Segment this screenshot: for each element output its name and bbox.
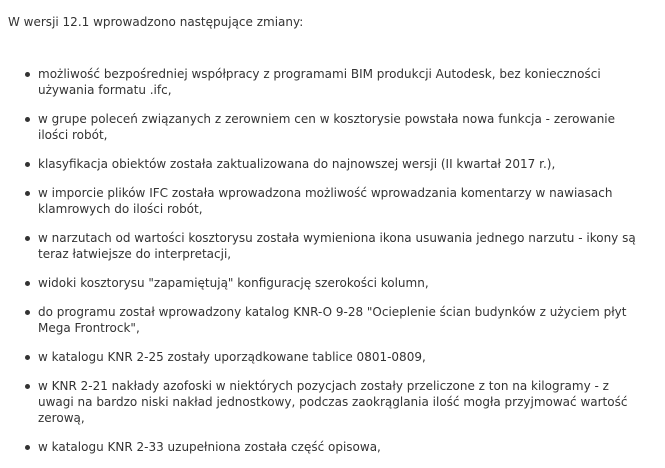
changes-list (0, 66, 665, 468)
list-item-text: w katalogu KNR 2-33 uzupełniona została część opisowa, (38, 440, 381, 454)
bullet-icon (25, 162, 30, 167)
list-item-text: w grupe poleceń związanych z zerowniem cen w kosztorysie powstała nowa funkcja - zerowanie ilości robót, (38, 112, 616, 142)
bullet-icon (25, 355, 30, 360)
bullet-icon (25, 310, 30, 315)
list-item (0, 349, 665, 365)
list-item (0, 185, 665, 217)
list-item-text: widoki kosztorysu "zapamiętują" konfigurację szerokości kolumn, (38, 276, 429, 290)
list-item-text: klasyfikacja obiektów została zaktualizowana do najnowszej wersji (II kwartał 2017 r.), (38, 157, 556, 171)
list-item-text: w katalogu KNR 2-25 zostały uporządkowane tablice 0801-0809, (38, 350, 426, 364)
list-item (0, 230, 665, 262)
bullet-icon (25, 191, 30, 196)
list-item (0, 66, 665, 98)
list-item-text: w KNR 2-21 nakłady azofoski w niektórych pozycjach zostały przeliczone z ton na kilogramy - z uwagi na bardzo niski nakład jednostkowy, podczas zaokrąglania ilość mogła przyjmować wartość zerową, (38, 379, 628, 425)
list-item (0, 378, 665, 426)
list-item (0, 304, 665, 336)
list-item-text: w imporcie plików IFC została wprowadzona możliwość wprowadzania komentarzy w nawiasach klamrowych do ilości robót, (38, 186, 613, 216)
bullet-icon (25, 117, 30, 122)
bullet-icon (25, 236, 30, 241)
list-item-text: do programu został wprowadzony katalog KNR-O 9-28 "Ocieplenie ścian budynków z użyciem płyt Mega Frontrock", (38, 305, 627, 335)
list-item (0, 156, 665, 172)
list-item-text: możliwość bezpośredniej współpracy z programami BIM produkcji Autodesk, bez konieczności używania formatu .ifc, (38, 67, 601, 97)
list-item (0, 111, 665, 143)
list-item-text: w narzutach od wartości kosztorysu została wymieniona ikona usuwania jednego narzutu - ikony są teraz łatwiejsze do interpretacji, (38, 231, 636, 261)
list-item (0, 439, 665, 455)
intro-text: W wersji 12.1 wprowadzono następujące zmiany: (8, 15, 304, 29)
bullet-icon (25, 384, 30, 389)
bullet-icon (25, 281, 30, 286)
list-item (0, 275, 665, 291)
bullet-icon (25, 72, 30, 77)
bullet-icon (25, 445, 30, 450)
